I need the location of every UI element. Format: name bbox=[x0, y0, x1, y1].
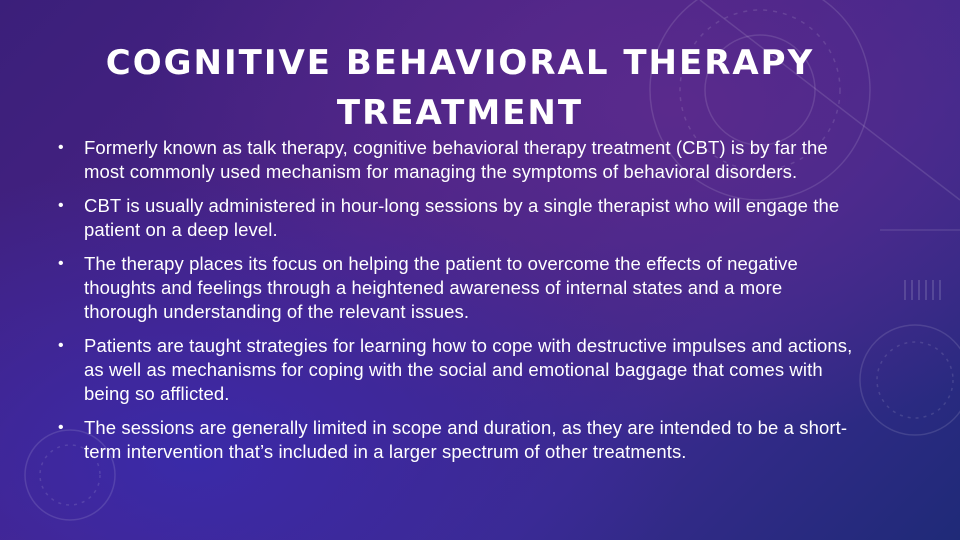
bullet-marker: • bbox=[58, 255, 64, 272]
bullet-text: Formerly known as talk therapy, cognitive behavioral therapy treatment (CBT) is by far the most commonly used mechanism for managing the symptoms of behavioral disorders. bbox=[84, 137, 828, 182]
bullet-marker: • bbox=[58, 419, 64, 436]
bullet-text: The sessions are generally limited in scope and duration, as they are intended to be a short-term intervention that’s included in a larger spectrum of other treatments. bbox=[84, 417, 848, 462]
bullet-text: Patients are taught strategies for learning how to cope with destructive impulses and actions, as well as mechanisms for coping with the social and emotional baggage that comes with being so afflicted. bbox=[84, 335, 853, 404]
bullet-list bbox=[58, 136, 858, 474]
bullet-text: CBT is usually administered in hour-long sessions by a single therapist who will engage the patient on a deep level. bbox=[84, 195, 840, 240]
bullet-item bbox=[58, 416, 858, 464]
slide-title-line-2: TREATMENT bbox=[336, 93, 584, 133]
bullet-text: The therapy places its focus on helping the patient to overcome the effects of negative thoughts and feelings through a heightened awareness of internal states and a more thorough understanding of the relevant issues. bbox=[84, 253, 798, 322]
slide-title bbox=[40, 38, 880, 138]
bullet-item bbox=[58, 136, 858, 184]
bullet-item bbox=[58, 334, 858, 406]
bullet-marker: • bbox=[58, 197, 64, 214]
bullet-marker: • bbox=[58, 139, 64, 156]
bullet-marker: • bbox=[58, 337, 64, 354]
bullet-item bbox=[58, 252, 858, 324]
bullet-item bbox=[58, 194, 858, 242]
slide-title-line-1: COGNITIVE BEHAVIORAL THERAPY bbox=[105, 43, 815, 83]
